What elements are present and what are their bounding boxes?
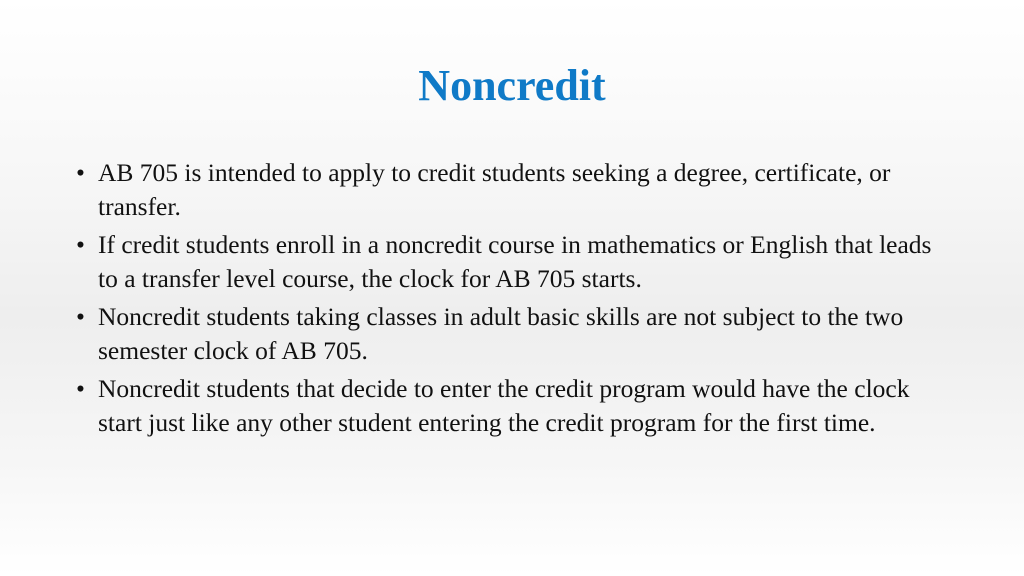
bullet-list: [76, 156, 956, 444]
bullet-dot-icon: •: [76, 158, 85, 187]
bullet-text: AB 705 is intended to apply to credit students seeking a degree, certificate, or transfer.: [98, 158, 891, 221]
bullet-dot-icon: •: [76, 302, 85, 331]
bullet-text: If credit students enroll in a noncredit course in mathematics or English that leads to a transfer level course, the clock for AB 705 starts.: [98, 230, 932, 293]
bullet-text: Noncredit students that decide to enter the credit program would have the clock start just like any other student entering the credit program for the first time.: [98, 374, 910, 437]
slide-title: Noncredit: [418, 61, 606, 110]
bullet-dot-icon: •: [76, 374, 85, 403]
bullet-item: [76, 372, 956, 440]
bullet-item: [76, 156, 956, 224]
bullet-text: Noncredit students taking classes in adult basic skills are not subject to the two semester clock of AB 705.: [98, 302, 904, 365]
bullet-dot-icon: •: [76, 230, 85, 259]
bullet-item: [76, 300, 956, 368]
bullet-item: [76, 228, 956, 296]
